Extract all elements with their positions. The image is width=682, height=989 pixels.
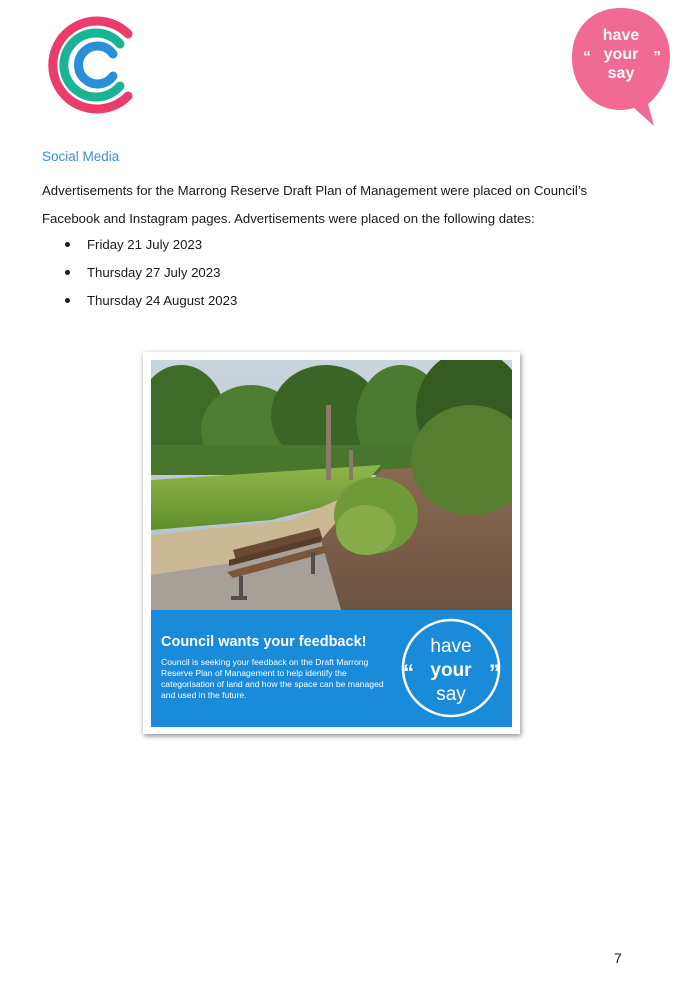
council-c-logo-icon xyxy=(46,14,142,116)
list-item xyxy=(42,259,237,287)
ad-body-text: Council is seeking your feedback on the Draft Marrong Reserve Plan of Management to help identify the categorisation of land and how the space can be managed and used in the future. xyxy=(161,657,384,700)
ad-title: Council wants your feedback! xyxy=(161,634,367,650)
park-bench-reserve-photo xyxy=(151,360,512,610)
hys-word-say: say xyxy=(607,65,635,82)
intro-paragraph xyxy=(42,177,642,233)
page-number: 7 xyxy=(614,950,622,966)
date-text: Friday 21 July 2023 xyxy=(87,237,203,252)
open-quote-icon: “ xyxy=(583,49,591,66)
bullet-icon xyxy=(65,270,70,275)
bullet-icon xyxy=(65,298,70,303)
date-text: Thursday 27 July 2023 xyxy=(87,265,221,280)
date-text: Thursday 24 August 2023 xyxy=(87,293,238,308)
bullet-icon xyxy=(65,242,70,247)
have-your-say-bubble-icon xyxy=(568,4,674,128)
feedback-banner xyxy=(151,610,512,727)
list-item xyxy=(42,287,237,315)
list-item xyxy=(42,231,237,259)
have-your-say-circle-icon xyxy=(397,614,505,722)
dates-list xyxy=(42,231,237,315)
badge-word-say: say xyxy=(436,684,466,705)
open-quote-icon: “ xyxy=(403,660,414,685)
badge-word-your: your xyxy=(430,660,472,681)
close-quote-icon: ” xyxy=(489,660,500,685)
hys-word-your: your xyxy=(603,46,639,63)
section-heading: Social Media xyxy=(42,149,120,164)
badge-word-have: have xyxy=(430,636,472,657)
hys-word-have: have xyxy=(602,27,640,44)
advertisement-image xyxy=(143,352,520,734)
paragraph-line: Advertisements for the Marrong Reserve Draft Plan of Management were placed on Council’s xyxy=(42,183,588,198)
close-quote-icon: ” xyxy=(653,49,661,66)
paragraph-line: Facebook and Instagram pages. Advertisements were placed on the following dates: xyxy=(42,211,535,226)
